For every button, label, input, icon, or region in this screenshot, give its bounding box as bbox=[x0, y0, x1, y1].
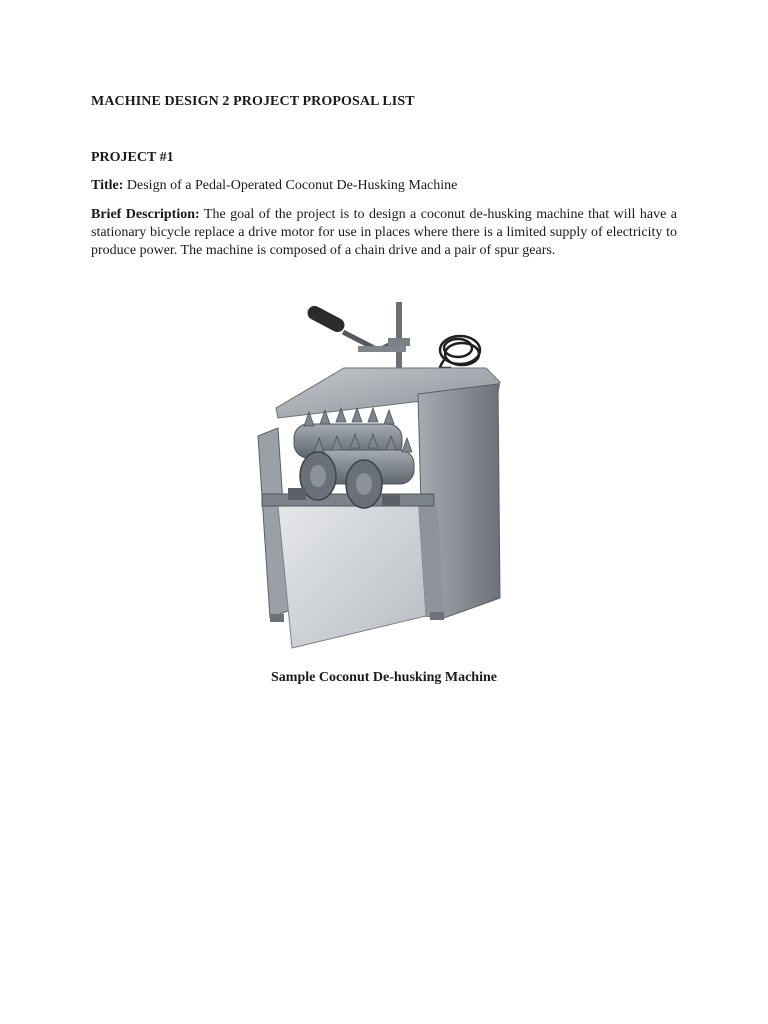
title-value: Design of a Pedal-Operated Coconut De-Husking Machine bbox=[126, 178, 458, 193]
project-heading: PROJECT #1 bbox=[91, 150, 174, 165]
machine-image bbox=[248, 298, 508, 654]
document-title: MACHINE DESIGN 2 PROJECT PROPOSAL LIST bbox=[91, 94, 415, 109]
description-label: Brief Description: bbox=[91, 207, 200, 222]
title-label: Title: bbox=[91, 178, 124, 193]
brief-description bbox=[91, 206, 677, 260]
project-title-line bbox=[91, 178, 457, 194]
hopper bbox=[278, 494, 426, 648]
description-text: The goal of the project is to design a coconut de-husking machine that will have a stationary bicycle replace a drive motor for use in places where there is a limited supply of electricity to produce power. The machine is composed of a chain drive and a pair of spur gears. bbox=[91, 207, 677, 258]
figure-caption: Sample Coconut De-husking Machine bbox=[271, 670, 497, 685]
